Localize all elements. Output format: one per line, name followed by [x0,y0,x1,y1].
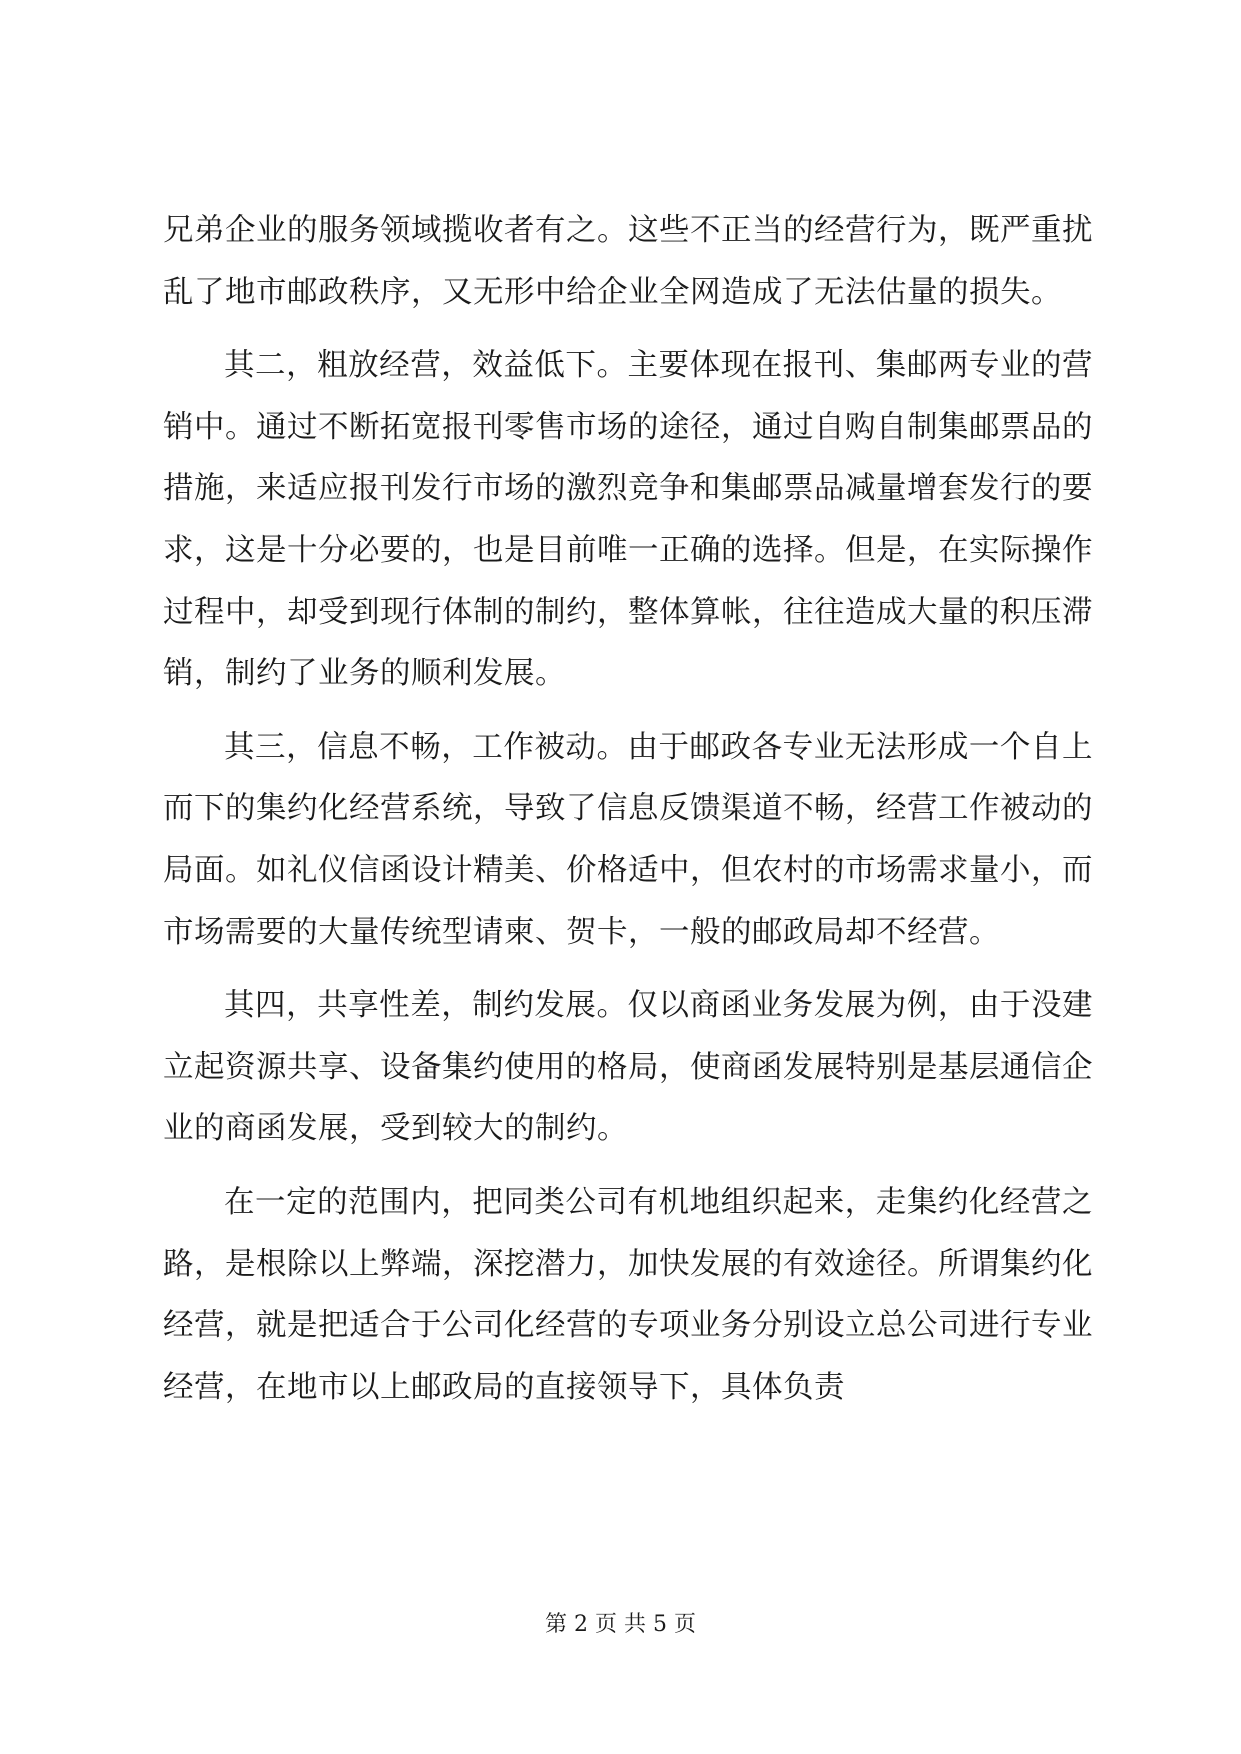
paragraph-second-issue: 其二，粗放经营，效益低下。主要体现在报刊、集邮两专业的营销中。通过不断拓宽报刊零售市场的途径，通过自购自制集邮票品的措施，来适应报刊发行市场的激烈竞争和集邮票品减量增套发行的要求，这是十分必要的，也是目前唯一正确的选择。但是，在实际操作过程中，却受到现行体制的制约，整体算帐，往往造成大量的积压滞销，制约了业务的顺利发展。 [163,348,1093,692]
paragraph-third-issue: 其三，信息不畅，工作被动。由于邮政各专业无法形成一个自上而下的集约化经营系统，导致了信息反馈渠道不畅，经营工作被动的局面。如礼仪信函设计精美、价格适中，但农村的市场需求量小，而市场需要的大量传统型请柬、贺卡，一般的邮政局却不经营。 [163,729,1093,950]
paragraph-fourth-issue: 其四，共享性差，制约发展。仅以商函业务发展为例，由于没建立起资源共享、设备集约使用的格局，使商函发展特别是基层通信企业的商函发展，受到较大的制约。 [163,988,1093,1147]
paragraph-continuation: 兄弟企业的服务领域揽收者有之。这些不正当的经营行为，既严重扰乱了地市邮政秩序，又无形中给企业全网造成了无法估量的损失。 [163,213,1093,310]
document-body [163,200,1093,1430]
page-number-footer: 第 2 页 共 5 页 [545,1612,696,1637]
paragraph-intensive-management: 在一定的范围内，把同类公司有机地组织起来，走集约化经营之路，是根除以上弊端，深挖潜力，加快发展的有效途径。所谓集约化经营，就是把适合于公司化经营的专项业务分别设立总公司进行专业经营，在地市以上邮政局的直接领导下，具体负责 [163,1184,1093,1405]
